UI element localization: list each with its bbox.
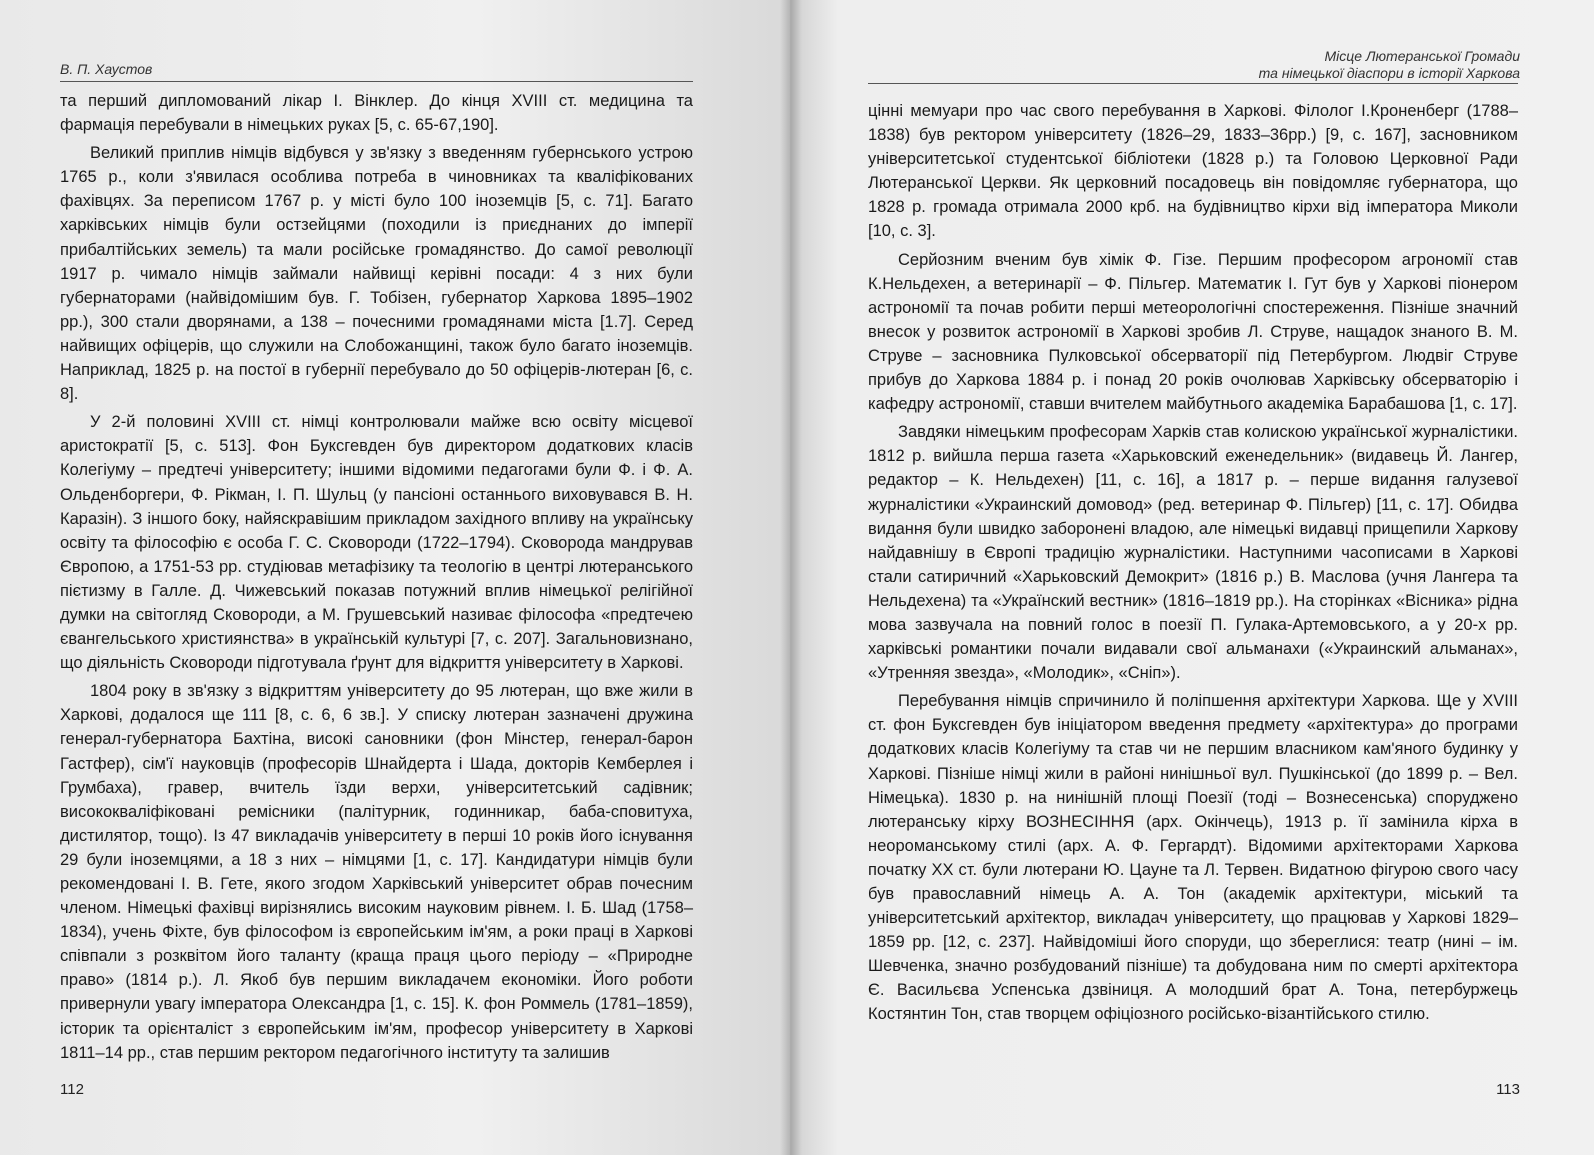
right-page-body: [868, 99, 1518, 1027]
right-page: [790, 0, 1594, 1155]
running-head-line-1: Місце Лютеранської Громади: [1324, 48, 1520, 64]
left-page: [0, 0, 790, 1155]
paragraph: Великий приплив німців відбувся у зв'язку з введенням губернського устрою 1765 р., коли з'явилася особлива потреба в чиновниках та кваліфікованих фахівцях. За переписом 1767 р. у місті було 100 іноземців [5, с. 71]. Багато харківських німців були остзейцями (походили із приєднаних до імперії прибалтійських земель) та мали російське громадянство. До самої революції 1917 р. чимало німців займали найвищі керівні посади: 4 з них були губернаторами (найвідомішим був. Г. Тобізен, губернатор Харкова 1895–1902 рр.), 300 стали дворянами, а 138 – почесними громадянами міста [1.7]. Серед найвищих офіцерів, що служили на Слобожанщині, також було багато іноземців. Наприклад, 1825 р. на постої в губернії перебувало до 50 офіцерів-лютеран [6, с. 8].: [60, 144, 693, 404]
book-gutter-shadow: [780, 0, 802, 1155]
running-head-right: [1259, 48, 1520, 82]
paragraph: Перебування німців спричинило й поліпшення архітектури Харкова. Ще у XVIII ст. фон Буксгевден був ініціатором введення предмету «архітектура» до програми додаткових класів Колегіуму та став чи не першим власником кам'яного будинку у Харкові. Пізніше німці жили в районі нинішньої вул. Пушкінської (до 1899 р. – Вел. Німецька). 1830 р. на нинішній площі Поезії (тоді – Вознесенська) споруджено лютеранську кірху ВОЗНЕСІННЯ (арх. Окінчець), 1913 р. її замінила кірха в неороманському стилі (арх. А. Ф. Гергардт). Відомими архітекторами Харкова початку XX ст. були лютерани Ю. Цауне та Л. Тервен. Видатною фігурою свого часу був православний німець А. А. Тон (академік архітектури, міський та університетський архітектор, викладач університету, що працював у Харкові 1829–1859 рр. [12, с. 237]. Найвідоміші його споруди, що збереглися: театр (нині – ім. Шевченка, значно розбудований пізніше) та добудована ним по смерті архітектора Є. Васильєва Успенська дзвіниця. А молодший брат А. Тона, петербуржець Костянтин Тон, став творцем офіціозного російсько-візантійського стилю.: [868, 692, 1518, 1024]
header-rule-left: [60, 81, 693, 82]
paragraph: У 2-й половині XVIII ст. німці контролювали майже всю освіту місцевої аристократії [5, с. 513]. Фон Буксгевден був директором додаткових класів Колегіуму – предтечі університету; іншими відомими педагогами були Ф. і Ф. А. Ольденборгери, Ф. Рікман, І. П. Шульц (у пансіоні останнього виховувався В. Н. Каразін). З іншого боку, найяскравішим прикладом західного впливу на українську освіту та філософію є особа Г. С. Сковороди (1722–1794). Сковорода мандрував Європою, а 1751-53 рр. студіював метафізику та теологію в центрі лютеранського пієтизму в Галле. Д. Чижевський показав потужний вплив німецької релігійної думки на світогляд Сковороди, а М. Грушевський називає філософа «предтечею євангельського християнства» в українській культурі [7, с. 207]. Загальновизнано, що діяльність Сковороди підготувала ґрунт для відкриття університету в Харкові.: [60, 413, 693, 673]
header-rule-right: [868, 83, 1518, 84]
page-number-left: 112: [60, 1081, 84, 1098]
paragraph: цінні мемуари про час свого перебування в Харкові. Філолог І.Кроненберг (1788–1838) був ректором університету (1826–29, 1833–36рр.) [9, с. 167], засновником університетської студентської бібліотеки (1828 р.) та Головою Церковної Ради Лютеранської Церкви. Як церковний посадовець він повідомляє губернатора, що 1828 р. громада отримала 2000 крб. на будівництво кірхи від імператора Миколи [10, с. 3].: [868, 102, 1518, 241]
left-page-body: [60, 89, 693, 1065]
paragraph: Завдяки німецьким професорам Харків став колискою української журналістики. 1812 р. вийшла перша газета «Харьковский еженедельник» (видавець Й. Лангер, редактор – К. Нельдехен) [11, с. 16], а 1817 р. – перше видання галузевої журналістики «Украинский домовод» (ред. ветеринар Ф. Пільгер) [11, с. 17]. Обидва видання були швидко заборонені владою, але німецькі видавці прищепили Харкову найдавнішу в Європі традицію журналістики. Наступними часописами в Харкові стали сатиричний «Харьковский Демокрит» (1816 р.) В. Маслова (учня Лангера та Нельдехена) та «Украïнский вестник» (1816–1819 рр.). На сторінках «Вісника» рідна мова зазвучала на повний голос в поезії П. Гулака-Артемовського, а у 20-х рр. харківські романтики почали видавали свої альманахи («Украинский альманах», «Утренняя звезда», «Молодик», «Сніп»).: [868, 423, 1518, 683]
running-head-line-2: та німецької діаспори в історії Харкова: [1258, 65, 1520, 81]
paragraph: та перший дипломований лікар І. Вінклер. До кінця XVIII ст. медицина та фармація перебували в німецьких руках [5, с. 65-67,190].: [60, 92, 693, 135]
paragraph: 1804 року в зв'язку з відкриттям університету до 95 лютеран, що вже жили в Харкові, додалося ще 111 [8, с. 6, 6 зв.]. У списку лютеран зазначені дружина генерал-губернатора Бахтіна, високі сановники (фон Мінстер, генерал-барон Гастфер), сім'ї науковців (професорів Шнайдерта і Шада, докторів Кемберлея і Грумбаха), гравер, вчитель їзди верхи, університетський садівник; висококваліфіковані ремісники (палітурник, годинникар, баба-сповитуха, дистилятор, тощо). Із 47 викладачів університету в перші 10 років його існування 29 були іноземцями, а 18 з них – німцями [1, с. 17]. Кандидатури німців були рекомендовані І. В. Гете, якого згодом Харківський університет обрав почесним членом. Німецькі фахівці вирізнялись високим науковим рівнем. І. Б. Шад (1758–1834), учень Фіхте, був філософом із європейським ім'ям, а роки праці в Харкові співпали з розквітом його таланту (краща праця цього періоду – «Природне право» (1814 р.). Л. Якоб був першим викладачем економіки. Його роботи привернули увагу імператора Олександра [1, с. 15]. К. фон Роммель (1781–1859), історик та орієнталіст з європейським ім'ям, професор університету в Харкові 1811–14 рр., став першим ректором педагогічного інституту та залишив: [60, 682, 693, 1062]
running-head-left: В. П. Хаустов: [60, 61, 153, 77]
paragraph: Серйозним вченим був хімік Ф. Гізе. Першим професором агрономії став К.Нельдехен, а ветеринарії – Ф. Пільгер. Математик І. Гут був у Харкові піонером астрономії та почав робити перші метеорологічні спостереження. Пізніше значний внесок у розвиток астрономії в Харкові зробив Л. Струве, нащадок знаного В. М. Струве – засновника Пулковської обсерваторії під Петербургом. Людвіг Струве прибув до Харкова 1884 р. і понад 20 років очолював Харківську обсерваторію і кафедру астрономії, ставши вчителем майбутнього академіка Барабашова [1, с. 17].: [868, 250, 1518, 414]
page-number-right: 113: [1496, 1081, 1520, 1098]
